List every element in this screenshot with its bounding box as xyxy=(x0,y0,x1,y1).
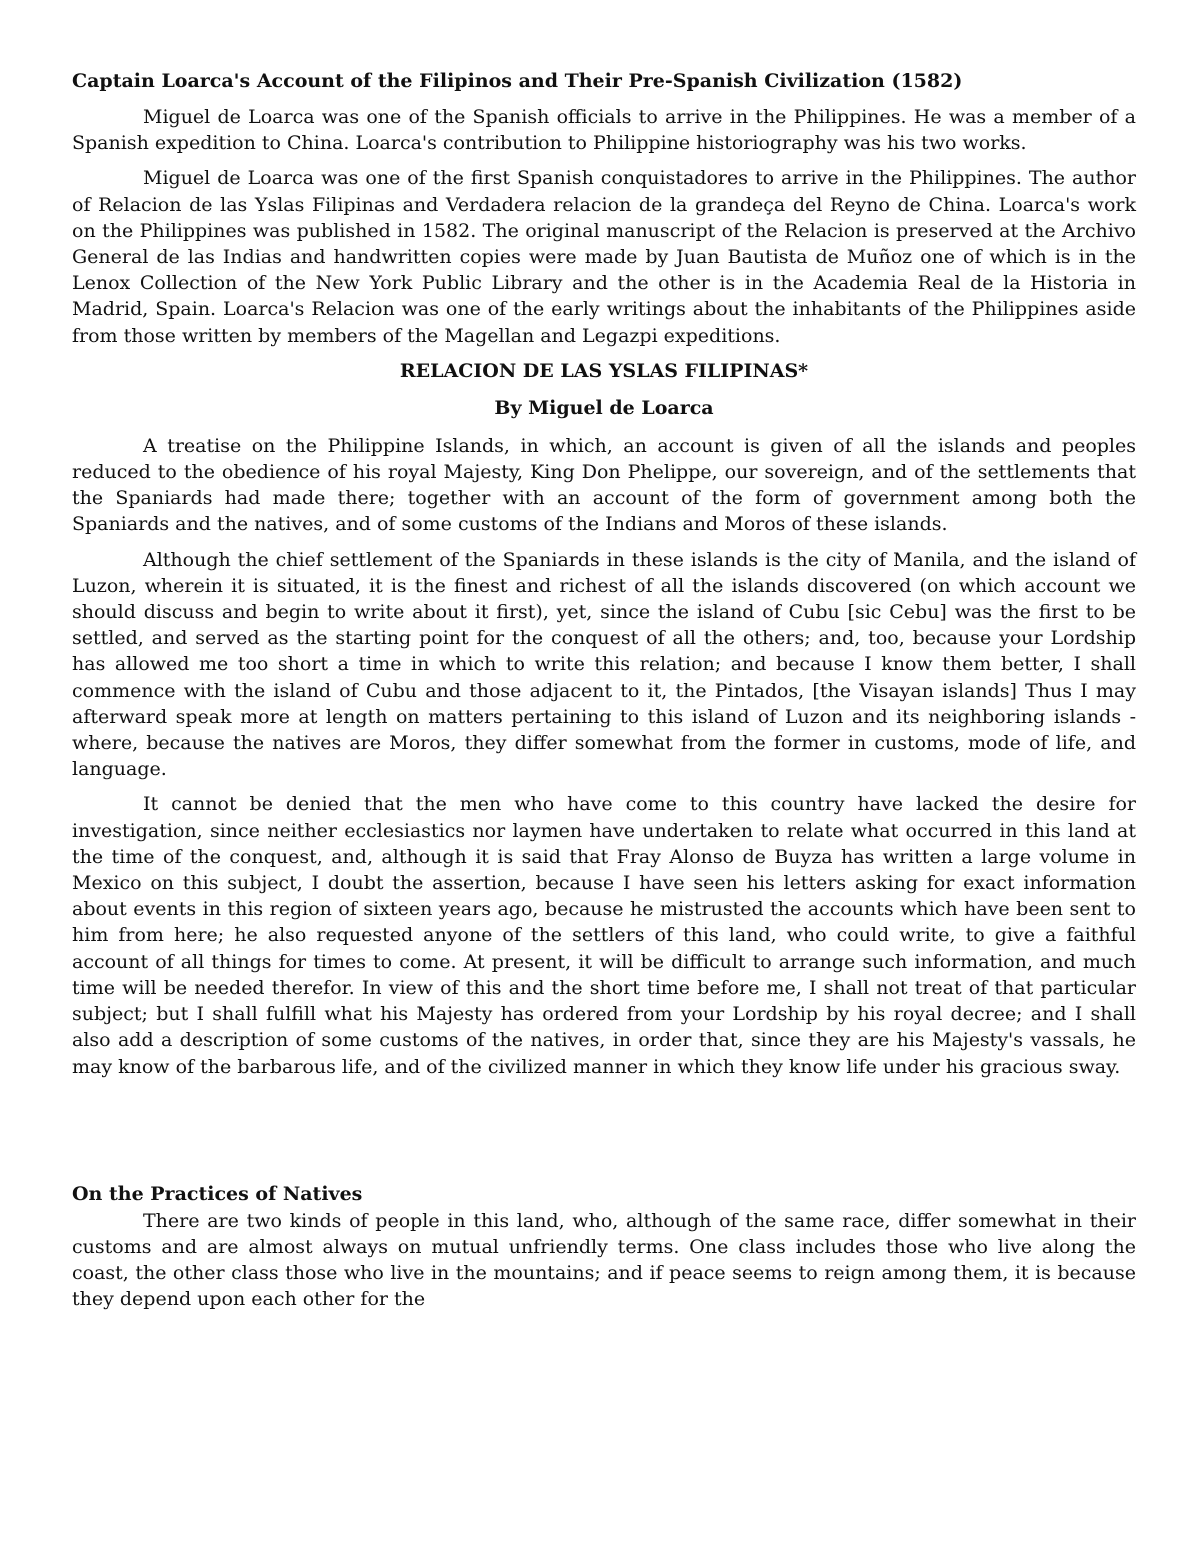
work-byline: By Miguel de Loarca xyxy=(494,396,714,419)
work-paragraph-2: Although the chief settlement of the Spaniards in these islands is the city of Manila, and the island of Luzon, wherein it is situated, it is the finest and richest of all the islands discovered (on which account we should discuss and begin to write about it first), yet, since the island of Cubu [sic Cebu] was the first to be settled, and served as the starting point for the conquest of all the others; and, too, because your Lordship has allowed me too short a time in which to write this relation; and because I know them better, I shall commence with the island of Cubu and those adjacent to it, the Pintados, [the Visayan islands] Thus I may afterward speak more at length on matters pertaining to this island of Luzon and its neighboring islands - where, because the natives are Moros, they differ somewhat from the former in customs, mode of life, and language. xyxy=(72,548,1136,781)
work-title: RELACION DE LAS YSLAS FILIPINAS* xyxy=(399,359,809,382)
document-title: Captain Loarca's Account of the Filipinos and Their Pre-Spanish Civilization (1582) xyxy=(72,70,963,92)
document-page xyxy=(72,68,1136,1322)
section-heading: On the Practices of Natives xyxy=(72,1182,363,1205)
work-paragraph-1: A treatise on the Philippine Islands, in which, an account is given of all the islands and peoples reduced to the obedience of his royal Majesty, King Don Phelippe, our sovereign, and of the settlements that the Spaniards had made there; together with an account of the form of government among both the Spaniards and the natives, and of some customs of the Indians and Moros of these islands. xyxy=(72,434,1136,536)
intro-paragraph-1: Miguel de Loarca was one of the Spanish officials to arrive in the Philippines. He was a member of a Spanish expedition to China. Loarca's contribution to Philippine historiography was his two works. xyxy=(72,106,1136,155)
work-paragraph-3: It cannot be denied that the men who have come to this country have lacked the desire for investigation, since neither ecclesiastics nor laymen have undertaken to relate what occurred in this land at the time of the conquest, and, although it is said that Fray Alonso de Buyza has written a large volume in Mexico on this subject, I doubt the assertion, because I have seen his letters asking for exact information about events in this region of sixteen years ago, because he mistrusted the accounts which have been sent to him from here; he also requested anyone of the settlers of this land, who could write, to give a faithful account of all things for times to come. At present, it will be difficult to arrange such information, and much time will be needed therefor. In view of this and the short time before me, I shall not treat of that particular subject; but I shall fulfill what his Majesty has ordered from your Lordship by his royal decree; and I shall also add a description of some customs of the natives, in order that, since they are his Majesty's vassals, he may know of the barbarous life, and of the civilized manner in which they know life under his gracious sway. xyxy=(72,793,1136,1078)
section-spacer xyxy=(72,1089,1136,1181)
intro-paragraph-2: Miguel de Loarca was one of the first Spanish conquistadores to arrive in the Philippines. The author of Relacion de las Yslas Filipinas and Verdadera relacion de la grandeça del Reyno de China. Loarca's work on the Philippines was published in 1582. The original manuscript of the Relacion is preserved at the Archivo General de las Indias and handwritten copies were made by Juan Bautista de Muñoz one of which is in the Lenox Collection of the New York Public Library and the other is in the Academia Real de la Historia in Madrid, Spain. Loarca's Relacion was one of the early writings about the inhabitants of the Philippines aside from those written by members of the Magellan and Legazpi expeditions. xyxy=(72,167,1136,347)
section-paragraph: There are two kinds of people in this land, who, although of the same race, differ somewhat in their customs and are almost always on mutual unfriendly terms. One class includes those who live along the coast, the other class those who live in the mountains; and if peace seems to reign among them, it is because they depend upon each other for the xyxy=(72,1209,1136,1311)
